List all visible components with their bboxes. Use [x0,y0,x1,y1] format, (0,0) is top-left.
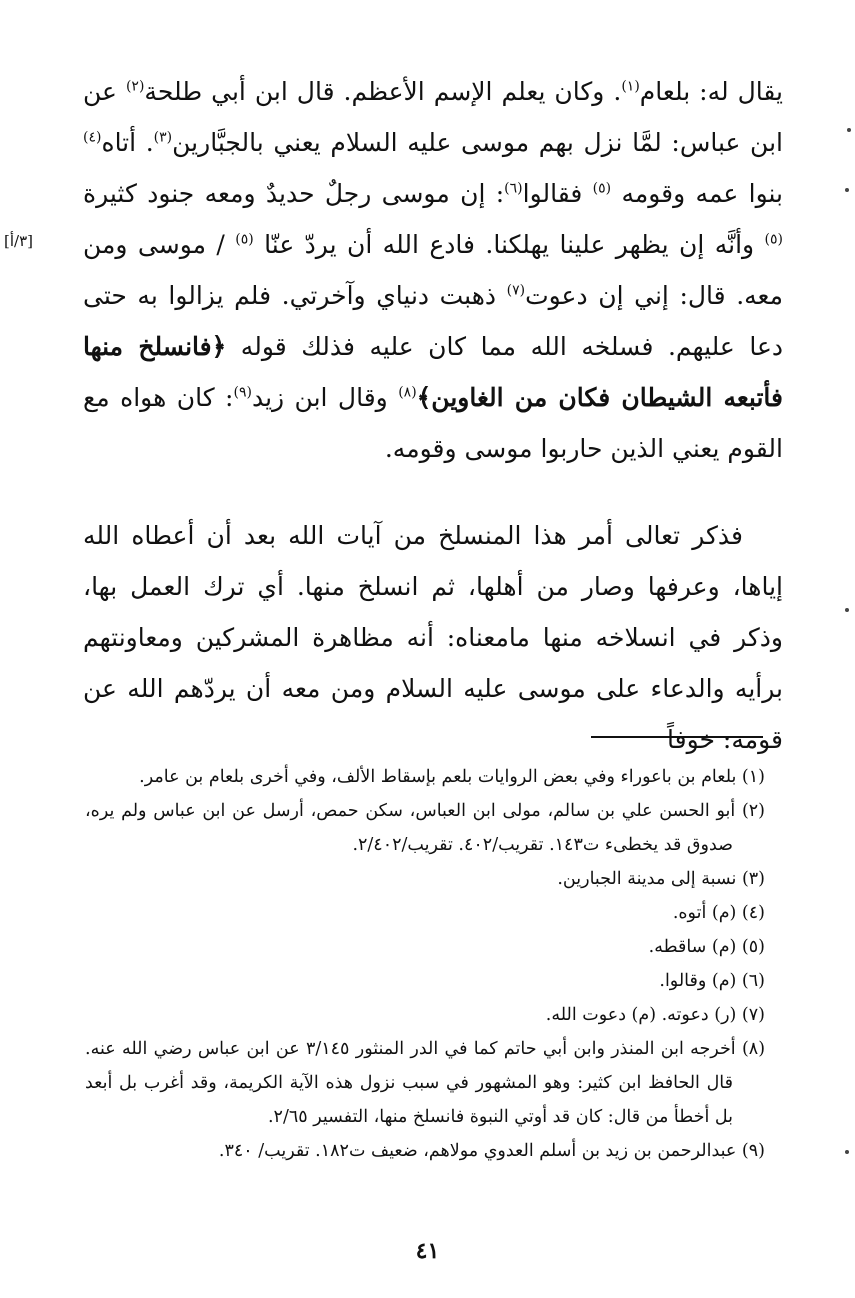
footnote-ref-7[interactable]: (٧) [506,282,526,299]
scan-speck [845,1150,849,1154]
quran-verse: ﴿فانسلخ منها فأتبعه الشيطان فكان من الغاوين﴾ [83,332,783,412]
scan-speck [845,188,849,192]
text-segment: عن ابن عباس: لمَّا نزل بهم موسى عليه السلام يعني بالجبَّارين [83,77,783,157]
scan-speck [847,128,851,132]
manuscript-folio-marker: [٣/أ] [4,232,33,250]
paragraph-text: فذكر تعالى أمر هذا المنسلخ من آيات الله بعد أن أعطاه الله إياها، وعرفها وصار من أهلها، ثم انسلخ منها. أي ترك العمل بها، وذكر في انسلاخه منها مامعناه: أنه مظاهرة المشركين ومعاونتهم برأيه والدعاء على موسى عليه السلام ومن معه أن يردّهم الله عن قومه: خوفاً [83,521,783,754]
footnote-ref-3[interactable]: (٣) [153,129,173,146]
text-segment: فقالوا [522,179,593,208]
text-segment: يقال له: بلعام [639,77,784,106]
page-number: ٤١ [415,1238,440,1264]
footnote-4: (٤) (م) أتوه. [672,903,765,923]
text-segment: : إن موسى رجلٌ حديدٌ ومعه جنود كثيرة [83,179,505,208]
text-segment: . أتاه [101,128,154,157]
text-segment: . وكان يعلم الإسم الأعظم. قال ابن أبي طلحة [144,77,622,106]
footnote-ref-5b[interactable]: (٥) [764,231,783,248]
text-segment: ذهبت دنياي وآخرتي. فلم يزالوا به حتى دعا عليهم. فسلخه الله مما كان عليه فذلك قوله [83,281,783,361]
footnote-ref-5c[interactable]: (٥) [235,231,254,248]
footnote-separator [591,736,763,738]
main-paragraph-2 [83,510,783,765]
footnote-7: (٧) (ر) دعوته. (م) دعوت الله. [545,1005,765,1025]
footnote-ref-1[interactable]: (١) [621,78,640,95]
footnotes-section [85,760,765,1168]
footnote-1: (١) بلعام بن باعوراء وفي بعض الروايات بلعم بإسقاط الألف، وفي أخرى بلعام بن عامر. [139,767,765,787]
text-segment: بنوا عمه وقومه [621,179,784,208]
main-paragraph-1 [83,66,783,474]
footnote-6: (٦) (م) وقالوا. [659,971,765,991]
footnote-ref-5[interactable]: (٥) [592,180,612,197]
text-segment: وقال ابن زيد [251,383,399,412]
text-segment: وأنَّه إن يظهر علينا يهلكنا. فادع الله أن يردّ عنّا [264,230,765,259]
footnote-3: (٣) نسبة إلى مدينة الجبارين. [557,869,765,889]
footnote-ref-2[interactable]: (٢) [125,78,145,95]
text-segment: / موسى ومن معه. قال: إني إن دعوت [83,230,783,310]
footnote-8: (٨) أخرجه ابن المنذر وابن أبي حاتم كما في الدر المنثور ٣/١٤٥ عن ابن عباس رضي الله عنه. قال الحافظ ابن كثير: وهو المشهور في سبب نزول هذه الآية الكريمة، وقد أغرب بل أبعد بل أخطأ من قال: كان قد أوتي النبوة فانسلخ منها، التفسير ٢/٦٥. [85,1039,766,1127]
footnote-ref-9[interactable]: (٩) [233,384,252,401]
footnote-5: (٥) (م) ساقطه. [648,937,765,957]
footnote-ref-8[interactable]: (٨) [398,384,417,401]
footnote-2: (٢) أبو الحسن علي بن سالم، مولى ابن العباس، سكن حمص، أرسل عن ابن عباس ولم يره، صدوق قد يخطىء ت١٤٣. تقريب/٤٠٢. تقريب/٢/٤٠٢. [85,801,765,855]
footnote-9: (٩) عبدالرحمن بن زيد بن أسلم العدوي مولاهم، ضعيف ت١٨٢. تقريب/ ٣٤٠. [218,1141,765,1161]
text-segment: : كان هواه مع القوم يعني الذين حاربوا موسى وقومه. [83,383,783,463]
footnote-ref-6[interactable]: (٦) [504,180,523,197]
footnote-ref-4[interactable]: (٤) [83,129,102,146]
scan-speck [845,608,849,612]
